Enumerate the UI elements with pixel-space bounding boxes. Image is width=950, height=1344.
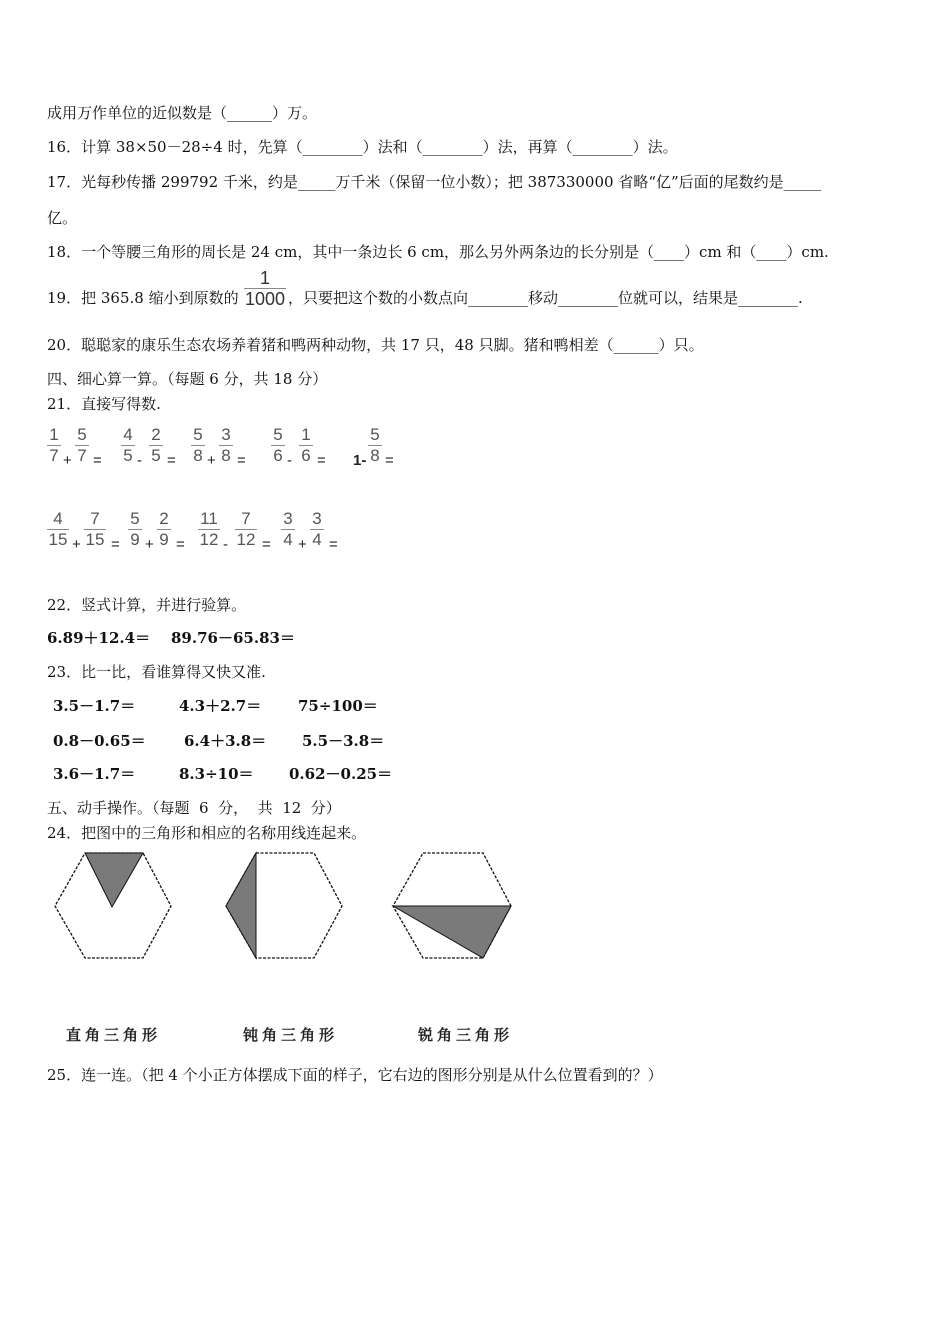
equals-sign: =: [237, 452, 246, 469]
fraction-denominator: 15: [48, 530, 68, 549]
fraction: [310, 509, 324, 550]
fraction-numerator: 2: [159, 509, 169, 528]
whole-number-prefix: 1-: [353, 452, 367, 469]
fraction-numerator: 11: [200, 509, 218, 528]
q23-cell: 8.3÷10＝: [179, 765, 254, 783]
fraction-numerator: 3: [221, 425, 231, 444]
q23-cell: 75÷100＝: [298, 697, 378, 715]
operator: +: [145, 536, 154, 553]
q17: 17．光每秒传播 299792 千米，约是_____万千米（保留一位小数）；把 387330000 省略“亿”后面的尾数约是_____: [47, 173, 822, 191]
hexagon-figure-2: [219, 850, 344, 962]
operator: +: [298, 536, 307, 553]
equals-sign: =: [385, 452, 394, 469]
q22-title: 22．竖式计算，并进行验算。: [47, 596, 247, 614]
fraction-denominator: 8: [221, 446, 231, 465]
q23-cell: 3.6－1.7＝: [53, 765, 136, 783]
fraction: [368, 425, 382, 466]
equals-sign: =: [111, 536, 120, 553]
q24-title: 24．把图中的三角形和相应的名称用线连起来。: [47, 824, 367, 842]
fraction: [47, 509, 69, 550]
q18: 18．一个等腰三角形的周长是 24 cm，其中一条边长 6 cm，那么另外两条边的长分别是（____）cm 和（____）cm.: [47, 243, 829, 261]
fraction-numerator: 5: [77, 425, 87, 444]
fraction-denominator: 6: [273, 446, 283, 465]
q17-tail: 亿。: [47, 209, 78, 227]
q23-cell: 0.8－0.65＝: [53, 732, 146, 750]
fraction: [47, 425, 61, 466]
q20: 20．聪聪家的康乐生态农场养着猪和鸭两种动物，共 17 只，48 只脚。猪和鸭相差（______）只。: [47, 336, 704, 354]
fraction: [281, 509, 295, 550]
fraction-denominator: 15: [85, 530, 105, 549]
fraction-denominator: 7: [49, 446, 59, 465]
fraction-numerator: 5: [193, 425, 203, 444]
fraction: [128, 509, 142, 550]
fraction: [299, 425, 313, 466]
label-acute-triangle: 锐角三角形: [418, 1026, 514, 1044]
fraction-denominator: 8: [193, 446, 203, 465]
q23-cell: 3.5－1.7＝: [53, 697, 136, 715]
equals-sign: =: [262, 536, 271, 553]
section-4-heading: 四、细心算一算。（每题 6 分，共 18 分）: [47, 370, 328, 388]
fraction-denominator: 8: [370, 446, 380, 465]
shaded-triangle: [226, 853, 256, 958]
q21-title: 21．直接写得数.: [47, 395, 161, 413]
q16: 16．计算 38×50－28÷4 时，先算（________）法和（________）法，再算（________）法。: [47, 138, 678, 156]
fraction-numerator: 3: [283, 509, 293, 528]
q15-tail: 成用万作单位的近似数是（______）万。: [47, 104, 318, 122]
q19-part2: ，只要把这个数的小数点向________移动________位就可以，结果是________.: [288, 289, 803, 307]
operator: -: [223, 536, 228, 553]
equals-sign: =: [93, 452, 102, 469]
fraction: [198, 509, 220, 550]
q23-cell: 6.4＋3.8＝: [184, 732, 267, 750]
fraction-denominator: 12: [236, 530, 256, 549]
hexagon-figure-1: [50, 850, 175, 962]
fraction: [235, 509, 257, 550]
fraction: [121, 425, 135, 466]
operator: +: [207, 452, 216, 469]
fraction-denominator: 5: [151, 446, 161, 465]
section-5-heading: 五、动手操作。（每题 6 分， 共 12 分）: [47, 799, 341, 817]
fraction-numerator: 7: [90, 509, 100, 528]
equals-sign: =: [167, 452, 176, 469]
q23-cell: 0.62－0.25＝: [289, 765, 393, 783]
q23-cell: 4.3＋2.7＝: [179, 697, 262, 715]
label-obtuse-triangle: 钝角三角形: [243, 1026, 339, 1044]
q23-cell: 5.5－3.8＝: [302, 732, 385, 750]
q19-fraction: [244, 268, 286, 309]
fraction-numerator: 5: [370, 425, 380, 444]
equals-sign: =: [329, 536, 338, 553]
fraction-denominator: 7: [77, 446, 87, 465]
fraction: [149, 425, 163, 466]
fraction-denominator: 6: [301, 446, 311, 465]
fraction-denominator: 5: [123, 446, 133, 465]
q19-frac-num: 1: [259, 268, 270, 288]
equals-sign: =: [317, 452, 326, 469]
fraction: [219, 425, 233, 466]
fraction-denominator: 4: [312, 530, 322, 549]
fraction-denominator: 12: [199, 530, 219, 549]
q22-item-1: 6.89＋12.4＝: [47, 629, 151, 647]
operator: +: [72, 536, 81, 553]
fraction: [75, 425, 89, 466]
hexagon-figure-3: [389, 850, 514, 962]
operator: -: [287, 452, 292, 469]
equals-sign: =: [176, 536, 185, 553]
fraction-numerator: 1: [301, 425, 311, 444]
fraction-numerator: 7: [241, 509, 251, 528]
fraction-numerator: 4: [53, 509, 63, 528]
fraction: [84, 509, 106, 550]
fraction-numerator: 5: [273, 425, 283, 444]
fraction: [271, 425, 285, 466]
q23-title: 23．比一比，看谁算得又快又准.: [47, 663, 266, 681]
operator: +: [63, 452, 72, 469]
fraction-numerator: 4: [123, 425, 133, 444]
q22-item-2: 89.76－65.83＝: [171, 629, 295, 647]
shaded-triangle: [85, 853, 143, 907]
fraction-denominator: 4: [283, 530, 293, 549]
shaded-triangle: [393, 906, 511, 958]
fraction-denominator: 9: [130, 530, 140, 549]
fraction: [157, 509, 171, 550]
q19-frac-den: 1000: [244, 289, 286, 309]
operator: -: [137, 452, 142, 469]
q19-part1: 19．把 365.8 缩小到原数的: [47, 289, 239, 307]
fraction: [191, 425, 205, 466]
fraction-numerator: 5: [130, 509, 140, 528]
fraction-numerator: 1: [49, 425, 59, 444]
fraction-numerator: 3: [312, 509, 322, 528]
fraction-denominator: 9: [159, 530, 169, 549]
label-right-triangle: 直角三角形: [66, 1026, 162, 1044]
q25: 25．连一连。（把 4 个小正方体摆成下面的样子，它右边的图形分别是从什么位置看到的？）: [47, 1066, 663, 1084]
fraction-numerator: 2: [151, 425, 161, 444]
